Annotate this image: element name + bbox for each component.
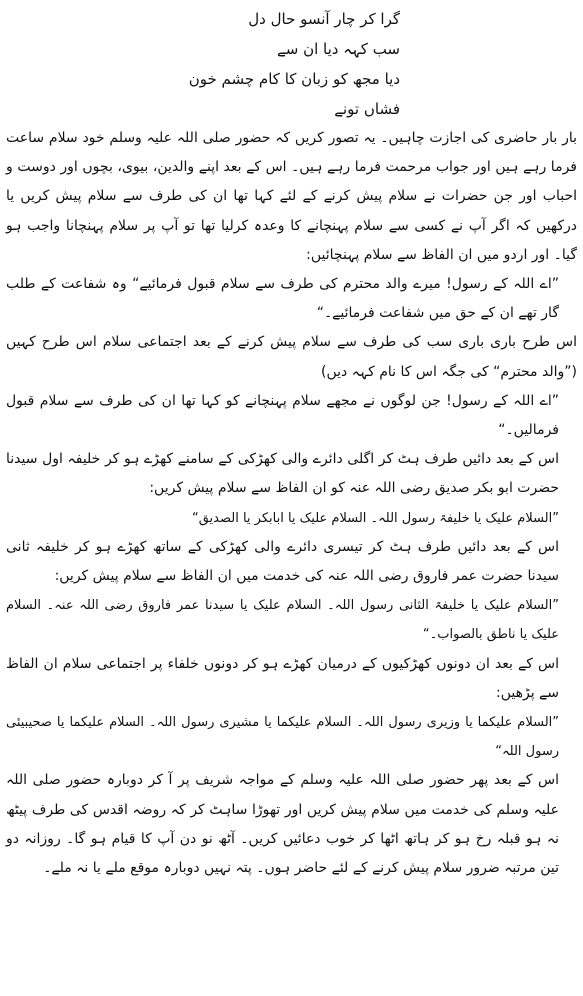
- paragraph-umar-intro: اس کے بعد دائیں طرف ہٹ کر تیسری دائرے والی کھڑکی کے ساتھ کھڑے ہو کر خلیفہ ثانی سیدنا حضرت عمر فاروق رضی اللہ عنہ کی خدمت میں ان الفاظ سے سلام پیش کریں:: [6, 538, 559, 585]
- paragraph-collective-salam: اس طرح باری باری سب کی طرف سے سلام پیش کرنے کے بعد اجتماعی سلام اس طرح کہیں (”والد محترم“ کی جگہ اس کا نام کہہ دیں): [6, 334, 577, 380]
- paragraph-abu-bakr-intro: اس کے بعد دائیں طرف ہٹ کر اگلی دائرے والی کھڑکی کے سامنے کھڑے ہو کر خلیفہ اول سیدنا حضرت ابو بکر صدیق رضی اللہ عنہ کو ان الفاظ سے سلام پیش کریں:: [6, 451, 559, 497]
- poem-line-3: دیا مجھ کو زبان کا کام چشم خون: [188, 70, 400, 88]
- poem-line-1: گرا کر چار آنسو حال دل: [248, 10, 400, 28]
- paragraph-salam-parents: ”اے اللہ کے رسول! میرے والد محترم کی طرف سے سلام قبول فرمائیے“ وہ شفاعت کے طلب گار تھے ان کے حق میں شفاعت فرمائیے۔“: [6, 276, 559, 322]
- paragraph-intro: بار بار حاضری کی اجازت چاہیں۔ یہ تصور کریں کہ حضور صلی اللہ علیہ وسلم خود سلام ساعت فرما رہے ہیں اور جواب مرحمت فرما رہے ہیں۔ اس کے بعد اپنے والدین، بیوی، بچوں اور دوست و احباب اور جن حضرات نے سلام پیش کرنے کے لئے کہا تھا ان کی طرف سے سلام پیش کریں یا درکھیں کہ اگر آپ نے کسی سے سلام پہنچانے کا وعدہ کرلیا تھا تو آپ پر سلام پہنچانا واجب ہو گیا۔ اور اردو میں ان الفاظ سے سلام پہنچائیں:: [6, 130, 577, 263]
- paragraph-abu-bakr-salam: ”السلام علیک یا خلیفۃ رسول اللہ۔ السلام علیک یا ابابکر یا الصدیق“: [191, 510, 559, 526]
- paragraph-both-salam: ”السلام علیکما یا وزیری رسول اللہ۔ السلام علیکما یا مشیری رسول اللہ۔ السلام علیکما یا صحیبیئی رسول اللہ“: [6, 715, 559, 760]
- paragraph-umar-salam: ”السلام علیک یا خلیفۃ الثانی رسول اللہ۔ السلام علیک یا سیدنا عمر فاروق رضی اللہ عنہ۔ السلام علیک یا ناطق بالصواب۔“: [6, 598, 559, 643]
- poem-line-4: فشاں تونے: [334, 100, 400, 118]
- poem-line-2: سب کہہ دیا ان سے: [276, 40, 400, 58]
- paragraph-both-intro: اس کے بعد ان دونوں کھڑکیوں کے درمیان کھڑے ہو کر دونوں خلفاء پر اجتماعی سلام ان الفاظ سے پڑھیں:: [6, 655, 559, 701]
- body-text: [6, 124, 577, 883]
- paragraph-final-dua: اس کے بعد پھر حضور صلی اللہ علیہ وسلم کے مواجہ شریف پر آ کر دوبارہ حضور صلی اللہ علیہ وسلم کی خدمت میں سلام پیش کریں اور تھوڑا ساہٹ کر کہ روضہ اقدس کی طرف پیٹھ نہ ہو قبلہ رخ ہو کر ہاتھ اٹھا کر خوب دعائیں کریں۔ آٹھ نو دن آپ کا قیام ہو گا۔ روزانہ دو تین مرتبہ ضرور سلام پیش کرنے کے لئے حاضر ہوں۔ پتہ نہیں دوبارہ موقع ملے یا نہ ملے۔: [6, 772, 559, 877]
- paragraph-salam-senders: ”اے اللہ کے رسول! جن لوگوں نے مجھے سلام پہنچانے کو کہا تھا ان کی طرف سے سلام قبول فرمالیں۔“: [6, 392, 559, 439]
- poem-block: [180, 4, 400, 124]
